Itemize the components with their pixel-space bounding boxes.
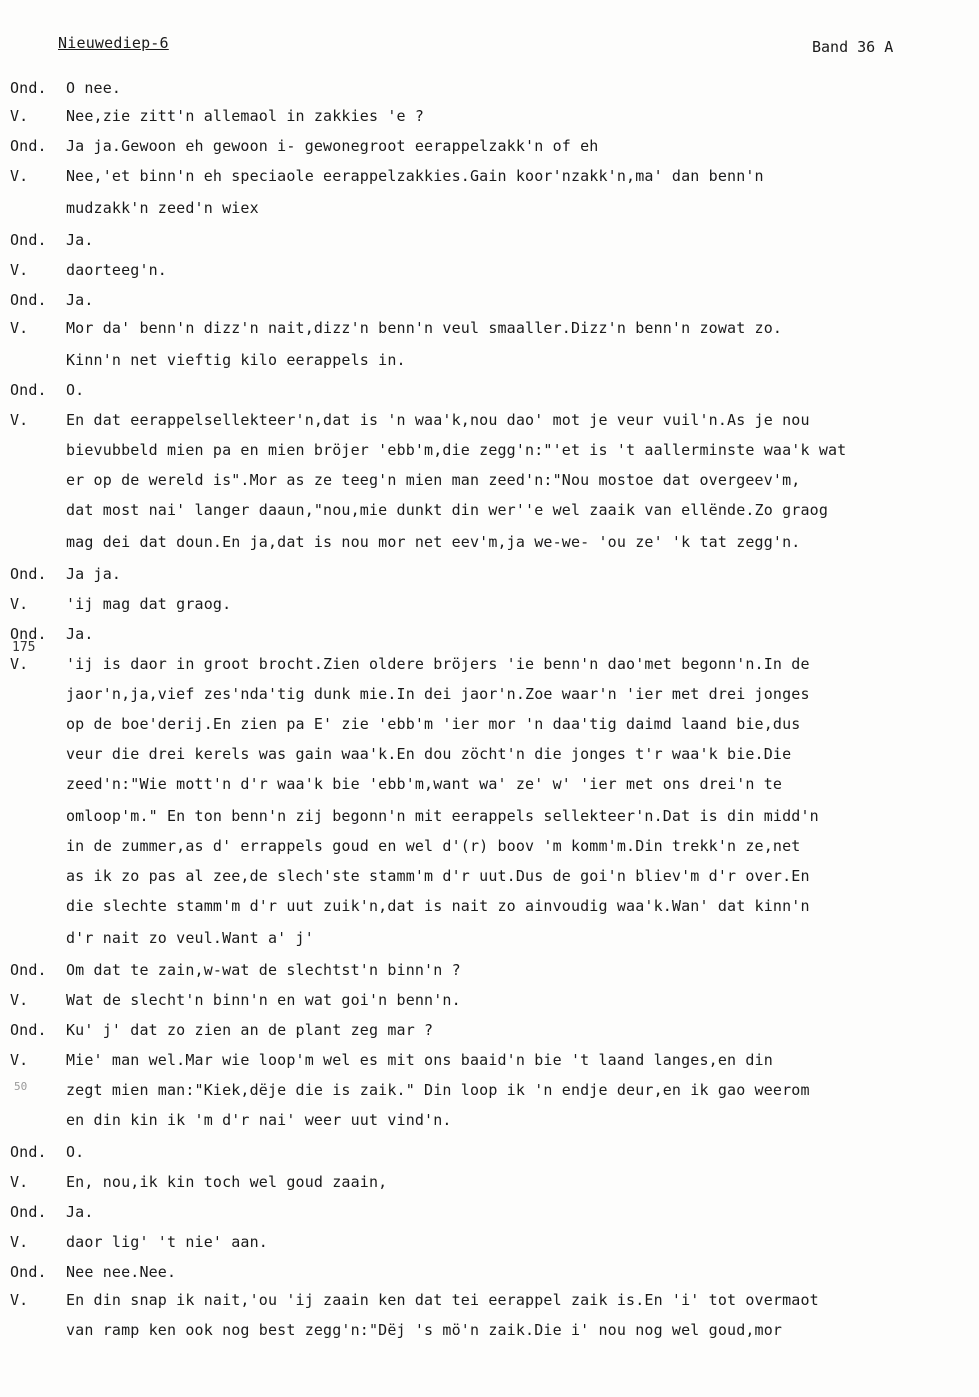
utterance-text: Ku' j' dat zo zien an de plant zeg mar ? (66, 1021, 434, 1039)
transcript-line (0, 562, 975, 586)
transcript-line (0, 834, 975, 858)
speaker-label: Ond. (10, 137, 47, 155)
transcript-line (0, 378, 975, 402)
speaker-label: V. (10, 655, 29, 673)
transcript-line (0, 498, 975, 522)
utterance-text: Ja. (66, 625, 94, 643)
utterance-text: omloop'm." En ton benn'n zij begonn'n mit eerappels sellekteer'n.Dat is din midd'n (66, 807, 819, 825)
speaker-label: Ond. (10, 625, 47, 643)
margin-note-number: 175 (12, 640, 36, 655)
utterance-text: 'ij mag dat graog. (66, 595, 232, 613)
utterance-text: O. (66, 381, 85, 399)
band-label: Band 36 A (812, 38, 894, 56)
utterance-text: O. (66, 1143, 85, 1161)
transcript-line (0, 1260, 975, 1284)
utterance-text: Kinn'n net vieftig kilo eerappels in. (66, 351, 406, 369)
speaker-label: Ond. (10, 1143, 47, 1161)
utterance-text: as ik zo pas al zee,de slech'ste stamm'm d'r uut.Dus de goi'n bliev'm d'r over.En (66, 867, 810, 885)
utterance-text: mudzakk'n zeed'n wiex (66, 199, 259, 217)
utterance-text: zeed'n:"Wie mott'n d'r waa'k bie 'ebb'm,want wa' ze' w' 'ier met ons drei'n te (66, 775, 783, 793)
utterance-text: mag dei dat doun.En ja,dat is nou mor net eev'm,ja we-we- 'ou ze' 'k tat zegg'n. (66, 533, 801, 551)
transcript-line (0, 1318, 975, 1342)
speaker-label: V. (10, 1233, 29, 1251)
transcript-line (0, 1108, 975, 1132)
speaker-label: V. (10, 1051, 29, 1069)
utterance-text: daorteeg'n. (66, 261, 167, 279)
transcript-line (0, 468, 975, 492)
utterance-text: En dat eerappelsellekteer'n,dat is 'n waa'k,nou dao' mot je veur vuil'n.As je nou (66, 411, 810, 429)
utterance-text: dat most nai' langer daaun,"nou,mie dunkt din wer''e wel zaaik van ellënde.Zo graog (66, 501, 829, 519)
transcript-line (0, 408, 975, 432)
transcript-line (0, 772, 975, 796)
utterance-text: veur die drei kerels was gain waa'k.En dou zöcht'n die jonges t'r waa'k bie.Die (66, 745, 792, 763)
speaker-label: V. (10, 107, 29, 125)
speaker-label: Ond. (10, 1203, 47, 1221)
speaker-label: Ond. (10, 565, 47, 583)
utterance-text: En din snap ik nait,'ou 'ij zaain ken dat tei eerappel zaik is.En 'i' tot overmaot (66, 1291, 819, 1309)
transcript-line (0, 894, 975, 918)
transcript-line (0, 228, 975, 252)
transcript-line (0, 864, 975, 888)
utterance-text: Ja. (66, 1203, 94, 1221)
speaker-label: Ond. (10, 1263, 47, 1281)
margin-note-number: 50 (14, 1080, 28, 1093)
transcript-line (0, 712, 975, 736)
transcript-line (0, 1170, 975, 1194)
utterance-text: zegt mien man:"Kiek,dëje die is zaik." Din loop ik 'n endje deur,en ik gao weerom (66, 1081, 810, 1099)
transcript-line (0, 1078, 975, 1102)
utterance-text: bievubbeld mien pa en mien bröjer 'ebb'm,die zegg'n:"'et is 't aallerminste waa'k wat (66, 441, 847, 459)
transcript-line (0, 1140, 975, 1164)
speaker-label: V. (10, 261, 29, 279)
transcript-line (0, 1200, 975, 1224)
transcript-line (0, 1288, 975, 1312)
utterance-text: En, nou,ik kin toch wel goud zaain, (66, 1173, 388, 1191)
transcript-line (0, 134, 975, 158)
speaker-label: V. (10, 319, 29, 337)
speaker-label: V. (10, 1173, 29, 1191)
document-title: Nieuwediep-6 (58, 34, 169, 52)
transcript-line (0, 1048, 975, 1072)
transcript-line (0, 196, 975, 220)
utterance-text: O nee. (66, 79, 122, 97)
transcript-line (0, 76, 975, 100)
transcript-line (0, 682, 975, 706)
transcript-line (0, 652, 975, 676)
utterance-text: Ja. (66, 231, 94, 249)
transcript-line (0, 592, 975, 616)
transcript-line (0, 316, 975, 340)
transcript-line (0, 958, 975, 982)
speaker-label: V. (10, 991, 29, 1009)
transcript-line (0, 988, 975, 1012)
utterance-text: er op de wereld is".Mor as ze teeg'n mien man zeed'n:"Nou mostoe dat overgeev'm, (66, 471, 801, 489)
speaker-label: Ond. (10, 291, 47, 309)
utterance-text: Nee,'et binn'n eh speciaole eerappelzakkies.Gain koor'nzakk'n,ma' dan benn'n (66, 167, 764, 185)
utterance-text: jaor'n,ja,vief zes'nda'tig dunk mie.In dei jaor'n.Zoe waar'n 'ier met drei jonges (66, 685, 810, 703)
utterance-text: Ja ja.Gewoon eh gewoon i- gewonegroot eerappelzakk'n of eh (66, 137, 599, 155)
transcript-line (0, 258, 975, 282)
transcript-line (0, 1230, 975, 1254)
transcript-line (0, 104, 975, 128)
utterance-text: van ramp ken ook nog best zegg'n:"Dëj 's mö'n zaik.Die i' nou nog wel goud,mor (66, 1321, 783, 1339)
speaker-label: Ond. (10, 961, 47, 979)
utterance-text: 'ij is daor in groot brocht.Zien oldere bröjers 'ie benn'n dao'met begonn'n.In de (66, 655, 810, 673)
speaker-label: Ond. (10, 79, 47, 97)
speaker-label: V. (10, 595, 29, 613)
utterance-text: daor lig' 't nie' aan. (66, 1233, 268, 1251)
utterance-text: en din kin ik 'm d'r nai' weer uut vind'n. (66, 1111, 452, 1129)
utterance-text: die slechte stamm'm d'r uut zuik'n,dat is nait zo ainvoudig waa'k.Wan' dat kinn'n (66, 897, 810, 915)
transcript-line (0, 348, 975, 372)
transcript-line (0, 926, 975, 950)
speaker-label: Ond. (10, 381, 47, 399)
transcript-line (0, 530, 975, 554)
speaker-label: V. (10, 167, 29, 185)
transcript-line (0, 622, 975, 646)
transcript-line (0, 288, 975, 312)
utterance-text: Om dat te zain,w-wat de slechtst'n binn'n ? (66, 961, 461, 979)
transcript-line (0, 438, 975, 462)
transcript-line (0, 742, 975, 766)
utterance-text: Wat de slecht'n binn'n en wat goi'n benn'n. (66, 991, 461, 1009)
speaker-label: V. (10, 1291, 29, 1309)
speaker-label: Ond. (10, 231, 47, 249)
utterance-text: Mie' man wel.Mar wie loop'm wel es mit ons baaid'n bie 't laand langes,en din (66, 1051, 773, 1069)
utterance-text: Ja. (66, 291, 94, 309)
transcript-line (0, 1018, 975, 1042)
transcript-line (0, 804, 975, 828)
utterance-text: Nee nee.Nee. (66, 1263, 177, 1281)
transcript-line (0, 164, 975, 188)
utterance-text: d'r nait zo veul.Want a' j' (66, 929, 314, 947)
utterance-text: Nee,zie zitt'n allemaol in zakkies 'e ? (66, 107, 425, 125)
speaker-label: V. (10, 411, 29, 429)
utterance-text: in de zummer,as d' errappels goud en wel d'(r) boov 'm komm'm.Din trekk'n ze,net (66, 837, 801, 855)
utterance-text: Ja ja. (66, 565, 122, 583)
speaker-label: Ond. (10, 1021, 47, 1039)
utterance-text: op de boe'derij.En zien pa E' zie 'ebb'm 'ier mor 'n daa'tig daimd laand bie,dus (66, 715, 801, 733)
utterance-text: Mor da' benn'n dizz'n nait,dizz'n benn'n veul smaaller.Dizz'n benn'n zowat zo. (66, 319, 783, 337)
